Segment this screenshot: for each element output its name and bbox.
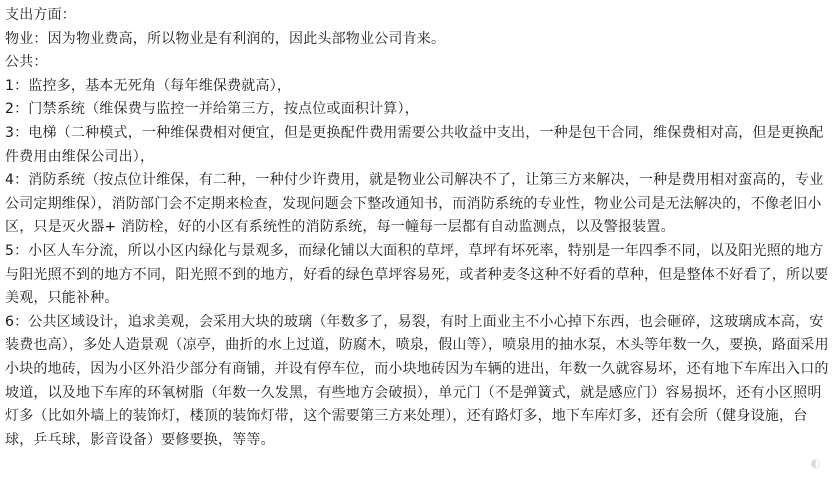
document-body bbox=[5, 4, 834, 452]
list-item-5-greenery: 5：小区人车分流，所以小区内绿化与景观多，而绿化铺以大面积的草坪，草坪有坏死率，特别是一年四季不同，以及阳光照的地方与阳光照不到的地方不同，阳光照不到的地方，好看的绿色草坪容易死，或者种麦冬这种不好看的草种，但是整体不好看了，所以要美观，只能补种。 bbox=[5, 242, 829, 307]
list-item-1-monitoring: 1：监控多，基本无死角（每年维保费就高）， bbox=[5, 77, 292, 94]
list-item-4-fire-system: 4：消防系统（按点位计维保，有二种，一种付少许费用，就是物业公司解决不了，让第三方来解决，一种是费用相对蛮高的，专业公司定期维保），消防部门会不定期来检查，发现问题会下整改通知书，而消防系统的专业性，物业公司是无法解决的，不像老旧小区，只是灭火器+ 消防栓，好的小区有系统性的消防系统，每一幢每一层都有自动监测点，以及警报装置。 bbox=[5, 172, 824, 236]
list-item-3-elevator: 3：电梯（二种模式，一种维保费相对便宜，但是更换配件费用需要公共收益中支出，一种是包干合同，维保费相对高，但是更换配件费用由维保公司出）， bbox=[5, 124, 824, 165]
watermark-logo: ◐ bbox=[810, 456, 821, 470]
section-heading-expenses: 支出方面： bbox=[5, 7, 76, 23]
section-heading-public: 公共： bbox=[5, 54, 48, 71]
paragraph-property: 物业：因为物业费高，所以物业是有利润的，因此头部物业公司肯来。 bbox=[5, 30, 446, 47]
list-item-6-public-design: 6：公共区域设计，追求美观，会采用大块的玻璃（年数多了，易裂，有时上面业主不小心掉下东西，也会砸碎，这玻璃成本高，安装费也高），多处人造景观（凉亭，曲折的水上过道，防腐木，喷泉，假山等），喷泉用的抽水泵，木头等年数一久，要换，路面采用小块的地砖，因为小区外沿少部分有商铺，并设有停车位，而小块地砖因为车辆的进出，年数一久就容易坏，还有地下车库出入口的坡道，以及地下车库的环氧树脂（年数一久发黑，有些地方会破损），单元门（不是弹簧式，就是感应门）容易损坏，还有小区照明灯多（比如外墙上的装饰灯，楼顶的装饰灯带，这个需要第三方来处理），还有路灯多，地下车库灯多，还有会所（健身设施，台球，乒乓球，影音设备）要修要换，等等。 bbox=[5, 313, 829, 448]
list-item-2-access-control: 2：门禁系统（维保费与监控一并给第三方，按点位或面积计算）， bbox=[5, 101, 419, 118]
